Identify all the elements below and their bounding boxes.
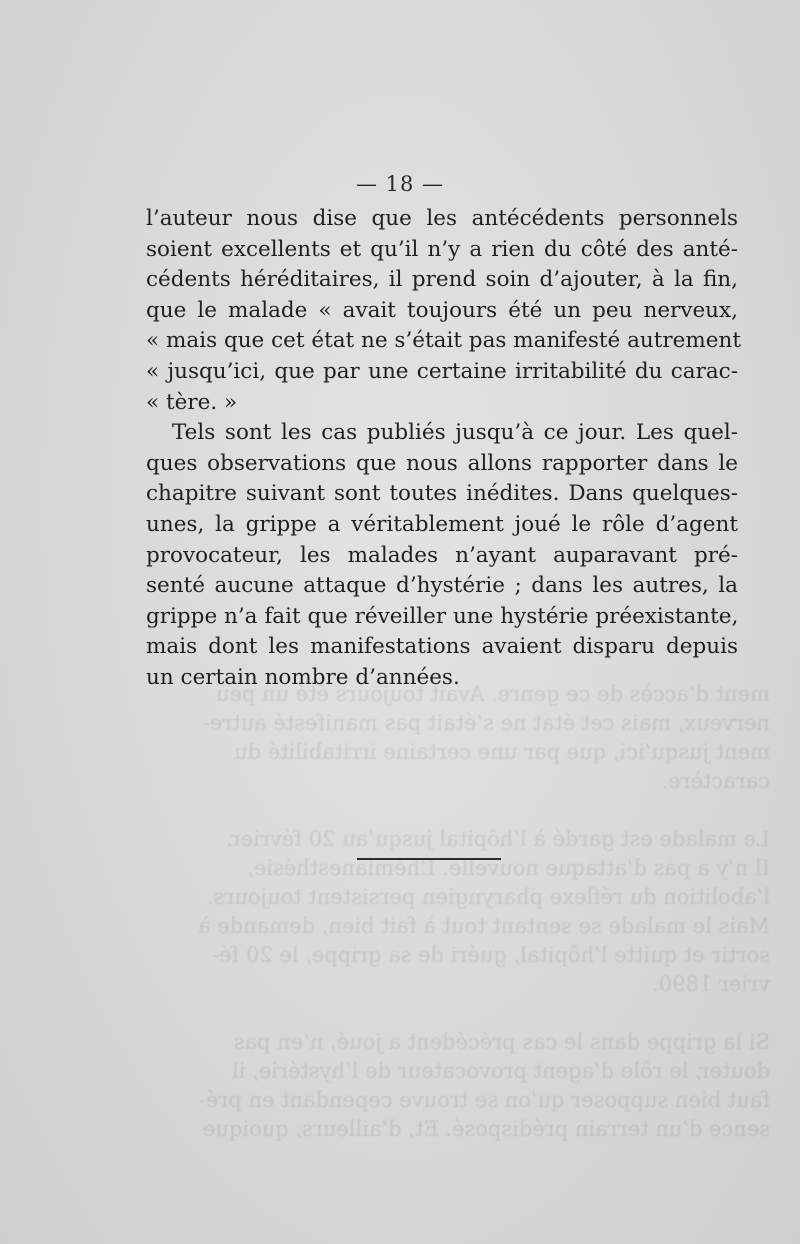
show-through-reverse-text: ment d’accès de ce genre. Avait toujours été un peu nerveux, mais cet état ne s’était pas manifesté autre- ment jusqu’ici, que par une certaine irritabilité du caractère. Le malade est gardé à l’hôpital jusqu’au 20 février. Il n’y a pas d’attaque nouvelle. L’hémianesthésie, l’abolition du réflexe pharyngien persistent toujours. Mais le malade se sentant tout à fait bien, demande à sortir et quitte l’hôpital, guéri de sa grippe, le 20 fé- vrier 1890. Si la grippe dans le cas précédent a joué, n’en pas douter, le rôle d’agent provocateur de l’hystérie, il faut bien supposer qu’on se trouve cependant en pré- sence d’un terrain prédisposé. Et, d’ailleurs, quoique: [198, 682, 770, 1141]
text-line: chapitre suivant sont toutes inédites. Dans quelques-: [146, 481, 738, 507]
text-line: « tère. »: [146, 389, 238, 415]
text-line: unes, la grippe a véritablement joué le rôle d’agent: [146, 511, 738, 537]
text-line: ques observations que nous allons rapporter dans le: [146, 450, 738, 476]
text-line: « jusqu’ici, que par une certaine irritabilité du carac-: [146, 358, 738, 384]
text-line: mais dont les manifestations avaient disparu depuis: [146, 634, 738, 660]
text-line: Tels sont les cas publiés jusqu’à ce jour. Les quel-: [172, 420, 738, 446]
text-line: l’auteur nous dise que les antécédents personnels: [146, 206, 738, 231]
text-line: un certain nombre d’années.: [146, 664, 460, 690]
page-number: — 18 —: [355, 172, 445, 196]
text-line: « mais que cet état ne s’était pas manifesté autrement: [146, 328, 741, 354]
section-divider-rule: [357, 858, 501, 860]
text-line: que le malade « avait toujours été un peu nerveux,: [146, 297, 738, 323]
text-line: grippe n’a fait que réveiller une hystérie préexistante,: [146, 603, 739, 629]
text-line: senté aucune attaque d’hystérie ; dans les autres, la: [146, 573, 738, 599]
text-line: cédents héréditaires, il prend soin d’ajouter, à la fin,: [146, 267, 738, 293]
text-line: soient excellents et qu’il n’y a rien du côté des anté-: [146, 236, 738, 262]
text-line: provocateur, les malades n’ayant auparavant pré-: [146, 542, 738, 568]
body-text: [146, 204, 741, 694]
